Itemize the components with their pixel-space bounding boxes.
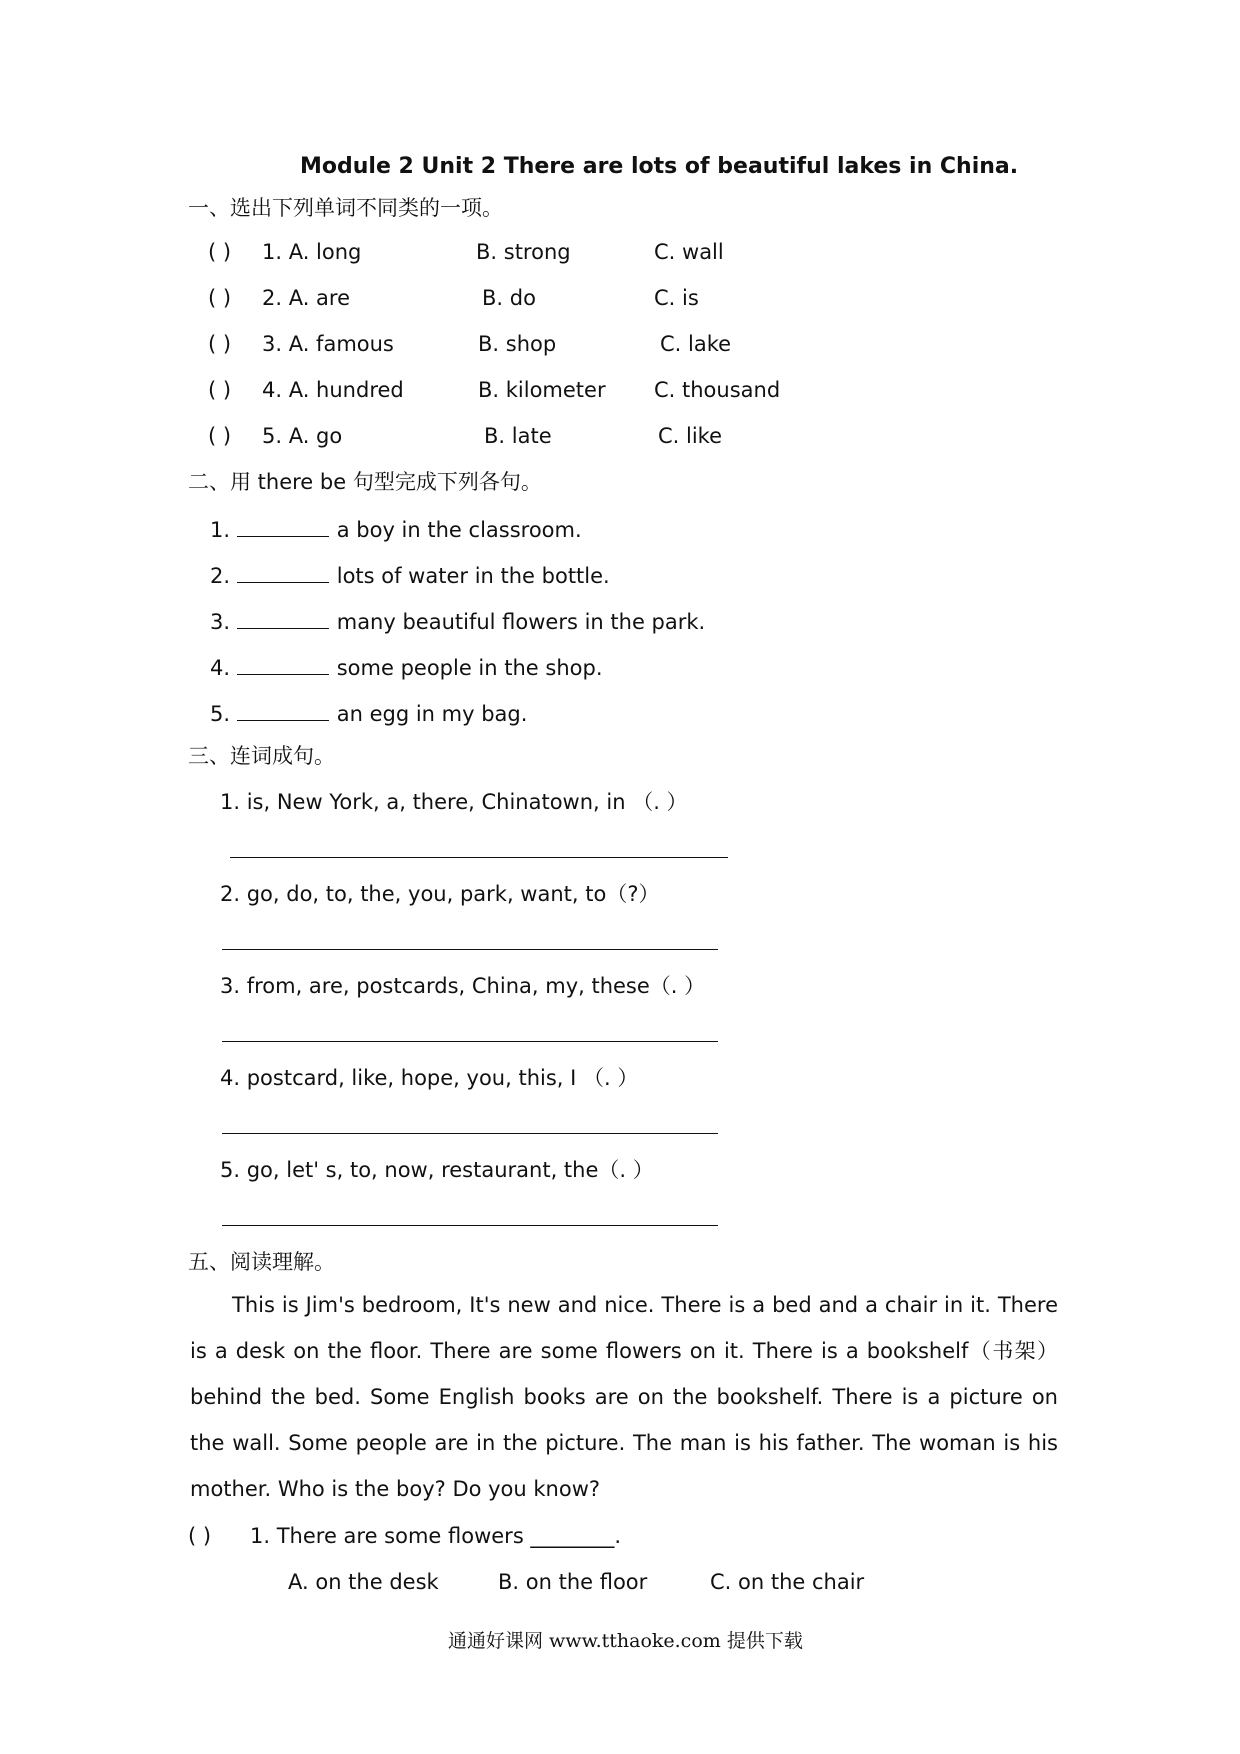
passage-text: This is Jim's bedroom, It's new and nice. There is a bed and a chair in it. There is a desk on the floor. There are some flowers on it. There is a bookshelf（书架）behind the bed. Some English books are on the bookshelf. There is a picture on the wall. Some people are in the picture. The man is his father. The woman is his mother. Who is the boy? Do you know? bbox=[190, 1293, 1058, 1501]
list-item bbox=[210, 702, 527, 725]
answer-line[interactable] bbox=[230, 857, 728, 858]
fill-in-blank[interactable] bbox=[237, 564, 329, 583]
list-item: 4. postcard, like, hope, you, this, I （. ） bbox=[220, 1066, 639, 1090]
question-option-a: 1. A. long bbox=[262, 240, 362, 264]
question-option-a: 5. A. go bbox=[262, 424, 343, 448]
answer-line[interactable] bbox=[222, 1041, 718, 1042]
question-option-c: C. wall bbox=[654, 240, 724, 264]
question-option-b: B. on the floor bbox=[498, 1570, 648, 1594]
list-item: 5. go, let' s, to, now, restaurant, the（. ） bbox=[220, 1158, 654, 1182]
item-text: an egg in my bag. bbox=[336, 702, 528, 726]
section3-heading: 三、连词成句。 bbox=[188, 744, 335, 768]
answer-line[interactable] bbox=[222, 1133, 718, 1134]
question-option-a: 4. A. hundred bbox=[262, 378, 404, 402]
question-option-c: C. on the chair bbox=[710, 1570, 865, 1594]
answer-paren: ( ) bbox=[208, 424, 232, 448]
section5-heading: 五、阅读理解。 bbox=[188, 1250, 335, 1274]
fill-in-blank[interactable] bbox=[237, 702, 329, 721]
item-number: 4. bbox=[210, 656, 231, 680]
question-option-a: A. on the desk bbox=[288, 1570, 439, 1594]
worksheet-title: Module 2 Unit 2 There are lots of beautiful lakes in China. bbox=[300, 154, 1019, 179]
list-item bbox=[210, 610, 705, 633]
item-text: lots of water in the bottle. bbox=[336, 564, 610, 588]
item-number: 5. bbox=[210, 702, 231, 726]
question-text: 1. There are some flowers ________. bbox=[250, 1524, 622, 1548]
list-item: 1. is, New York, a, there, Chinatown, in （. ） bbox=[220, 790, 688, 814]
list-item: 3. from, are, postcards, China, my, these（. ） bbox=[220, 974, 706, 998]
question-option-c: C. lake bbox=[660, 332, 732, 356]
list-item bbox=[210, 518, 582, 541]
fill-in-blank[interactable] bbox=[237, 656, 329, 675]
reading-passage bbox=[190, 1282, 1058, 1512]
item-text: some people in the shop. bbox=[336, 656, 603, 680]
fill-in-blank[interactable] bbox=[237, 610, 329, 629]
question-option-b: B. do bbox=[482, 286, 536, 310]
question-option-c: C. like bbox=[658, 424, 723, 448]
list-item bbox=[210, 656, 603, 679]
answer-paren: ( ) bbox=[208, 332, 232, 356]
answer-paren: ( ) bbox=[208, 240, 232, 264]
answer-line[interactable] bbox=[222, 949, 718, 950]
item-text: a boy in the classroom. bbox=[336, 518, 582, 542]
question-option-c: C. thousand bbox=[654, 378, 781, 402]
item-number: 1. bbox=[210, 518, 231, 542]
item-number: 3. bbox=[210, 610, 231, 634]
question-option-b: B. shop bbox=[478, 332, 557, 356]
section1-heading: 一、选出下列单词不同类的一项。 bbox=[188, 196, 503, 220]
question-option-b: B. kilometer bbox=[478, 378, 606, 402]
page-footer: 通通好课网 www.tthaoke.com 提供下载 bbox=[448, 1630, 803, 1652]
item-text: many beautiful flowers in the park. bbox=[336, 610, 706, 634]
question-option-b: B. late bbox=[484, 424, 552, 448]
list-item: 2. go, do, to, the, you, park, want, to（?） bbox=[220, 882, 660, 906]
question-option-b: B. strong bbox=[476, 240, 571, 264]
answer-paren: ( ) bbox=[208, 286, 232, 310]
question-option-a: 3. A. famous bbox=[262, 332, 394, 356]
list-item bbox=[210, 564, 610, 587]
fill-in-blank[interactable] bbox=[237, 518, 329, 537]
question-option-c: C. is bbox=[654, 286, 699, 310]
section2-heading: 二、用 there be 句型完成下列各句。 bbox=[188, 470, 542, 494]
answer-paren: ( ) bbox=[208, 378, 232, 402]
question-option-a: 2. A. are bbox=[262, 286, 351, 310]
item-number: 2. bbox=[210, 564, 231, 588]
answer-line[interactable] bbox=[222, 1225, 718, 1226]
answer-paren: ( ) bbox=[188, 1524, 212, 1548]
